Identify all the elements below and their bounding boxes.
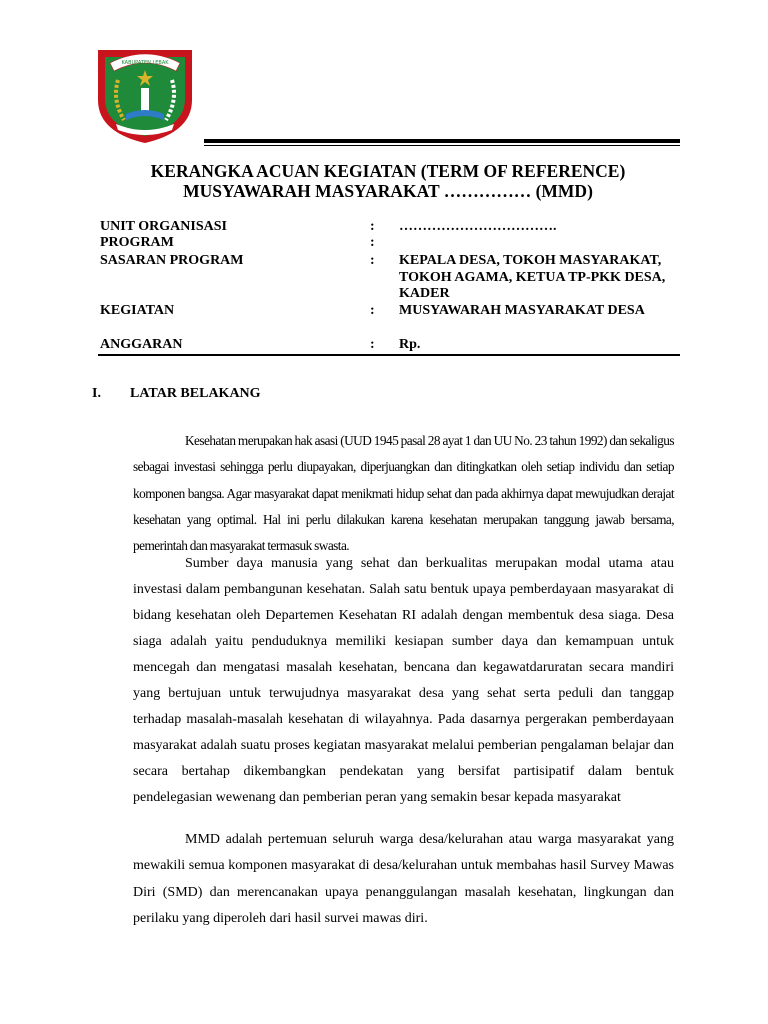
- body-paragraph-1: Kesehatan merupakan hak asasi (UUD 1945 pasal 28 ayat 1 dan UU No. 23 tahun 1992) dan sekaligus sebagai investasi sehingga perlu diupayakan, diperjuangkan dan ditingkatkan oleh setiap individu dan setiap komponen bangsa. Agar masyarakat dapat menikmati hidup sehat dan pada akhirnya dapat mewujudkan derajat kesehatan yang optimal. Hal ini perlu dilakukan karena kesehatan merupakan tanggung jawab bersama, pemerintah dan masyarakat termasuk swasta.: [133, 433, 674, 554]
- info-table-rule: [98, 354, 680, 356]
- info-colon: :: [370, 253, 375, 268]
- section-number: I.: [92, 386, 101, 401]
- document-title: [100, 161, 676, 201]
- emblem-ribbon-text: KABUPATEN LEBAK: [121, 60, 169, 66]
- info-colon: :: [370, 337, 375, 352]
- info-label: PROGRAM: [100, 235, 174, 250]
- info-colon: :: [370, 219, 375, 234]
- info-colon: :: [370, 303, 375, 318]
- header-rule-thin: [204, 145, 680, 146]
- info-label: ANGGARAN: [100, 337, 183, 352]
- regency-emblem-logo: [90, 40, 200, 146]
- section-title: LATAR BELAKANG: [130, 386, 261, 401]
- info-label: KEGIATAN: [100, 303, 175, 318]
- body-paragraph-2: Sumber daya manusia yang sehat dan berkualitas merupakan modal utama atau investasi dalam pembangunan kesehatan. Salah satu bentuk upaya pemberdayaan masyarakat di bidang kesehatan oleh Departemen Kesehatan RI adalah dengan membentuk desa siaga. Desa siaga adalah yaitu penduduknya memiliki kesiapan sumber daya dan kemampuan untuk mencegah dan mengatasi masalah kesehatan, bencana dan kegawatdaruratan secara mandiri yang bertujuan untuk terwujudnya masyarakat desa yang sehat serta peduli dan tanggap terhadap masalah-masalah kesehatan di wilayahnya. Pada dasarnya pergerakan pemberdayaan masyarakat adalah suatu proses kegiatan masyarakat melalui pemberian pengalaman belajar dan secara bertahap dikembangkan pendekatan yang bersifat partisipatif dalam bentuk pendelegasian wewenang dan pemberian peran yang semakin besar kepada masyarakat: [133, 556, 674, 805]
- title-line-2: MUSYAWARAH MASYARAKAT …………… (MMD): [183, 181, 593, 201]
- info-value: Rp.: [399, 337, 421, 352]
- info-value: …………………………….: [399, 219, 557, 234]
- info-value: KEPALA DESA, TOKOH MASYARAKAT, TOKOH AGAMA, KETUA TP-PKK DESA, KADER: [399, 253, 666, 301]
- info-value: MUSYAWARAH MASYARAKAT DESA: [399, 303, 645, 318]
- title-line-1: KERANGKA ACUAN KEGIATAN (TERM OF REFERENCE): [150, 161, 626, 181]
- info-label: UNIT ORGANISASI: [100, 219, 227, 234]
- header-rule-thick: [204, 139, 680, 143]
- info-colon: :: [370, 235, 375, 250]
- info-label: SASARAN PROGRAM: [100, 253, 244, 268]
- body-paragraph-3: MMD adalah pertemuan seluruh warga desa/kelurahan atau warga masyarakat yang mewakili semua komponen masyarakat di desa/kelurahan untuk membahas hasil Survey Mawas Diri (SMD) dan merencanakan upaya penanggulangan masalah kesehatan, lingkungan dan perilaku yang diperoleh dari hasil survei mawas diri.: [133, 832, 674, 926]
